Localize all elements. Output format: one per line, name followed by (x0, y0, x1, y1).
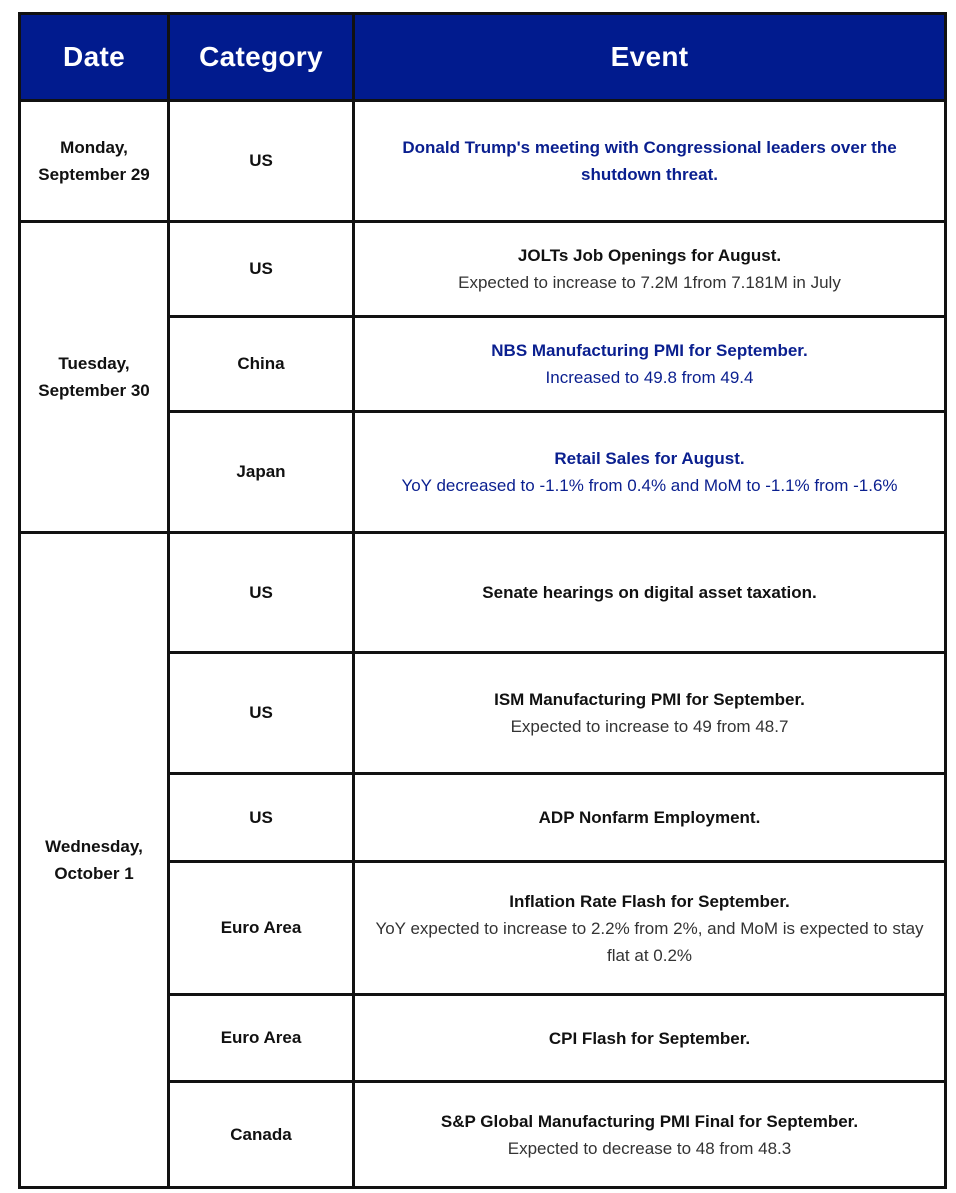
category-cell: Euro Area (169, 995, 354, 1082)
event-title: ADP Nonfarm Employment. (538, 808, 761, 827)
event-cell (354, 101, 946, 222)
event-title: ISM Manufacturing PMI for September. (494, 690, 805, 709)
event-title: NBS Manufacturing PMI for September. (491, 341, 808, 360)
event-title: JOLTs Job Openings for August. (517, 246, 782, 265)
table-row (20, 533, 946, 653)
category-cell: US (169, 653, 354, 774)
table-row (20, 101, 946, 222)
category-cell: US (169, 222, 354, 317)
event-title: Inflation Rate Flash for September. (509, 891, 790, 911)
economic-calendar-table (18, 12, 947, 1189)
category-cell: China (169, 317, 354, 412)
date-cell: Wednesday, October 1 (20, 533, 169, 1188)
event-cell (354, 412, 946, 533)
event-title: S&P Global Manufacturing PMI Final for September. (440, 1111, 859, 1131)
event-detail: YoY decreased to -1.1% from 0.4% and MoM to -1.1% from -1.6% (401, 476, 898, 495)
event-cell (354, 995, 946, 1082)
date-cell: Tuesday, September 30 (20, 222, 169, 533)
event-title: CPI Flash for September. (548, 1028, 751, 1048)
event-title: Retail Sales for August. (554, 449, 745, 468)
category-cell: Japan (169, 412, 354, 533)
event-detail: Expected to increase to 7.2M 1from 7.181M in July (458, 273, 841, 292)
category-cell: US (169, 101, 354, 222)
header-category: Category (169, 14, 354, 101)
event-cell (354, 533, 946, 653)
event-cell (354, 862, 946, 995)
header-event: Event (354, 14, 946, 101)
table-row (20, 222, 946, 317)
event-cell (354, 774, 946, 862)
event-detail: Increased to 49.8 from 49.4 (545, 368, 754, 387)
event-title: Senate hearings on digital asset taxation. (482, 583, 817, 602)
category-cell: US (169, 774, 354, 862)
event-detail: YoY expected to increase to 2.2% from 2%, and MoM is expected to stay flat at 0.2% (375, 918, 924, 965)
event-detail: Expected to decrease to 48 from 48.3 (507, 1138, 792, 1158)
category-cell: Euro Area (169, 862, 354, 995)
date-cell: Monday, September 29 (20, 101, 169, 222)
header-row (20, 14, 946, 101)
event-cell (354, 1082, 946, 1188)
category-cell: US (169, 533, 354, 653)
event-cell (354, 317, 946, 412)
category-cell: Canada (169, 1082, 354, 1188)
event-detail: Expected to increase to 49 from 48.7 (510, 717, 789, 736)
event-cell (354, 653, 946, 774)
event-cell (354, 222, 946, 317)
event-title: Donald Trump's meeting with Congressional leaders over the shutdown threat. (402, 138, 897, 184)
header-date: Date (20, 14, 169, 101)
